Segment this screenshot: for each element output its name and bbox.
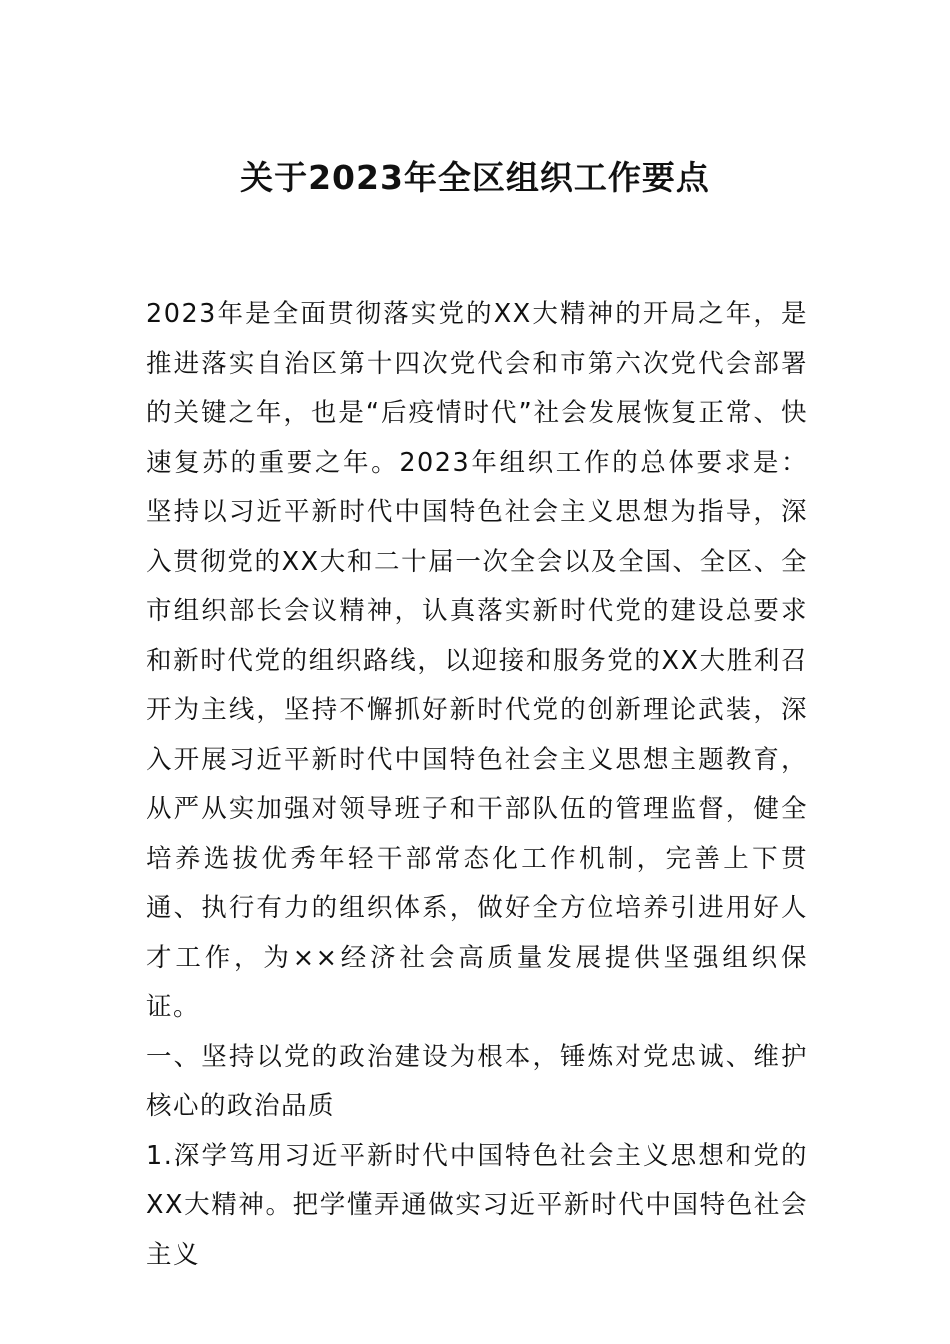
document-title: 关于2023年全区组织工作要点: [240, 158, 710, 197]
item-paragraph: 1.深学笃用习近平新时代中国特色社会主义思想和党的XX大精神。把学懂弄通做实习近平新时代中国特色社会主义: [146, 1140, 808, 1270]
document-body: [146, 290, 808, 1280]
intro-paragraph: 2023年是全面贯彻落实党的XX大精神的开局之年，是推进落实自治区第十四次党代会和市第六次党代会部署的关键之年，也是“后疫情时代”社会发展恢复正常、快速复苏的重要之年。2023年组织工作的总体要求是：坚持以习近平新时代中国特色社会主义思想为指导，深入贯彻党的XX大和二十届一次全会以及全国、全区、全市组织部长会议精神，认真落实新时代党的建设总要求和新时代党的组织路线，以迎接和服务党的XX大胜利召开为主线，坚持不懈抓好新时代党的创新理论武装，深入开展习近平新时代中国特色社会主义思想主题教育，从严从实加强对领导班子和干部队伍的管理监督，健全培养选拔优秀年轻干部常态化工作机制，完善上下贯通、执行有力的组织体系，做好全方位培养引进用好人才工作，为××经济社会高质量发展提供坚强组织保证。: [146, 299, 808, 1022]
section-heading: 一、坚持以党的政治建设为根本，锤炼对党忠诚、维护核心的政治品质: [146, 1041, 808, 1121]
